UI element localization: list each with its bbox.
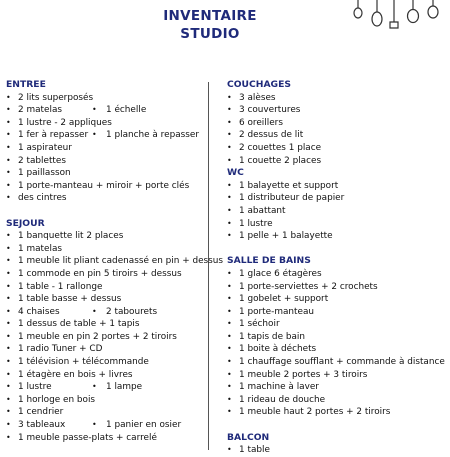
list-item bbox=[6, 142, 206, 155]
list-item bbox=[6, 432, 206, 445]
list-item bbox=[227, 444, 447, 457]
list-item bbox=[227, 155, 447, 168]
item-text: des cintres bbox=[18, 193, 67, 204]
list-item bbox=[6, 104, 206, 117]
bullet-icon: • bbox=[6, 331, 11, 341]
item-text: 1 aspirateur bbox=[18, 142, 72, 153]
list-item bbox=[227, 104, 447, 117]
list-item bbox=[6, 293, 206, 306]
bullet-icon: • bbox=[6, 142, 11, 152]
item-text: 1 abattant bbox=[239, 205, 286, 216]
item-text: 1 étagère en bois + livres bbox=[18, 369, 133, 380]
bullet-icon: • bbox=[227, 231, 232, 241]
document-title: INVENTAIRE bbox=[163, 8, 257, 24]
list-item bbox=[227, 318, 447, 331]
bullet-icon: • bbox=[6, 382, 11, 392]
list-item bbox=[227, 129, 447, 142]
bullet-icon: • bbox=[6, 357, 11, 367]
item-second-text bbox=[92, 381, 143, 394]
list-item bbox=[6, 369, 206, 382]
item-text: 1 paillasson bbox=[18, 168, 71, 179]
section-heading: SALLE DE BAINS bbox=[227, 255, 311, 267]
bullet-icon: • bbox=[227, 180, 232, 190]
list-item bbox=[6, 192, 206, 205]
bullet-icon: • bbox=[92, 105, 97, 115]
item-text: 1 balayette et support bbox=[239, 180, 339, 191]
section-gap bbox=[6, 205, 206, 218]
list-item bbox=[227, 205, 447, 218]
bullet-icon: • bbox=[227, 130, 232, 140]
list-item bbox=[227, 192, 447, 205]
bullet-icon: • bbox=[6, 243, 11, 253]
item-text: 1 machine à laver bbox=[239, 382, 319, 393]
list-item bbox=[6, 92, 206, 105]
item-text: 1 couette 2 places bbox=[239, 155, 322, 166]
item-second-label: 1 lampe bbox=[106, 382, 143, 393]
bullet-icon: • bbox=[227, 294, 232, 304]
bullet-icon: • bbox=[6, 92, 11, 102]
item-text: 1 glace 6 étagères bbox=[239, 268, 322, 279]
bullet-icon: • bbox=[227, 105, 232, 115]
item-text: 1 rideau de douche bbox=[239, 394, 326, 405]
list-item bbox=[227, 369, 447, 382]
bullet-icon: • bbox=[227, 306, 232, 316]
bullet-icon: • bbox=[6, 319, 11, 329]
list-item bbox=[6, 406, 206, 419]
bullet-icon: • bbox=[227, 268, 232, 278]
item-second-text bbox=[92, 129, 200, 142]
bullet-icon: • bbox=[6, 281, 11, 291]
item-text: 2 lits superposés bbox=[18, 92, 94, 103]
list-item bbox=[6, 255, 224, 268]
list-item bbox=[227, 293, 447, 306]
list-item bbox=[227, 406, 447, 419]
item-text: 1 cendrier bbox=[18, 407, 64, 418]
bullet-icon: • bbox=[227, 357, 232, 367]
item-second-text bbox=[92, 306, 158, 319]
list-item bbox=[6, 381, 206, 394]
item-text: 1 fer à repasser bbox=[18, 130, 89, 141]
bullet-icon: • bbox=[227, 92, 232, 102]
list-item bbox=[227, 394, 447, 407]
bullet-icon: • bbox=[227, 218, 232, 228]
item-text: 1 pelle + 1 balayette bbox=[239, 231, 333, 242]
section-heading: SEJOUR bbox=[6, 217, 45, 229]
item-text: 1 séchoir bbox=[239, 319, 280, 330]
list-item bbox=[227, 281, 447, 294]
list-item bbox=[6, 318, 206, 331]
list-item bbox=[6, 419, 206, 432]
item-text: 1 table bbox=[239, 445, 270, 456]
item-text: 1 horloge en bois bbox=[18, 394, 96, 405]
list-item bbox=[227, 331, 447, 344]
item-second-label: 2 tabourets bbox=[106, 306, 158, 317]
item-second-text bbox=[92, 419, 182, 432]
item-text: 3 tableaux bbox=[18, 420, 66, 431]
bullet-icon: • bbox=[227, 331, 232, 341]
bullet-icon: • bbox=[6, 130, 11, 140]
list-item bbox=[6, 394, 206, 407]
list-item bbox=[227, 117, 447, 130]
item-text: 2 couettes 1 place bbox=[239, 142, 322, 153]
section-gap bbox=[227, 243, 447, 256]
item-text: 2 tablettes bbox=[18, 155, 66, 166]
section-gap bbox=[227, 419, 447, 432]
item-text: 3 alèses bbox=[239, 92, 276, 103]
item-text: 1 lustre - 2 appliques bbox=[18, 117, 112, 128]
item-text: 6 oreillers bbox=[239, 117, 283, 128]
item-text: 1 télévision + télécommande bbox=[18, 357, 149, 368]
list-item bbox=[6, 117, 206, 130]
section-heading: BALCON bbox=[227, 431, 270, 443]
list-item bbox=[6, 331, 206, 344]
list-item bbox=[227, 343, 447, 356]
item-text: 2 matelas bbox=[18, 105, 63, 116]
bullet-icon: • bbox=[227, 382, 232, 392]
bullet-icon: • bbox=[6, 180, 11, 190]
item-text: 1 lustre bbox=[239, 218, 273, 229]
item-text: 1 table - 1 rallonge bbox=[18, 281, 103, 292]
list-item bbox=[6, 155, 206, 168]
bullet-icon: • bbox=[92, 306, 97, 316]
kitchen-utensils-icon bbox=[350, 0, 446, 34]
list-item bbox=[227, 180, 447, 193]
list-item bbox=[6, 230, 206, 243]
bullet-icon: • bbox=[227, 445, 232, 455]
bullet-icon: • bbox=[6, 155, 11, 165]
item-second-label: 1 panier en osier bbox=[106, 420, 182, 431]
item-text: 1 dessus de table + 1 tapis bbox=[18, 319, 140, 330]
item-text: 1 meuble lit pliant cadenassé en pin + dessus bbox=[18, 256, 224, 267]
item-text: 1 gobelet + support bbox=[239, 294, 329, 305]
bullet-icon: • bbox=[92, 382, 97, 392]
list-item bbox=[227, 218, 447, 231]
item-text: 1 porte-serviettes + 2 crochets bbox=[239, 281, 378, 292]
bullet-icon: • bbox=[92, 420, 97, 430]
bullet-icon: • bbox=[6, 306, 11, 316]
bullet-icon: • bbox=[6, 294, 11, 304]
bullet-icon: • bbox=[6, 256, 11, 266]
item-text: 1 table basse + dessus bbox=[18, 294, 122, 305]
list-item bbox=[6, 243, 206, 256]
item-text: 1 meuble 2 portes + 3 tiroirs bbox=[239, 369, 368, 380]
list-item bbox=[227, 306, 447, 319]
list-item bbox=[6, 281, 206, 294]
item-text: 1 commode en pin 5 tiroirs + dessus bbox=[18, 268, 182, 279]
item-text: 1 meuble haut 2 portes + 2 tiroirs bbox=[239, 407, 391, 418]
list-item bbox=[227, 142, 447, 155]
item-text: 3 couvertures bbox=[239, 105, 301, 116]
list-item bbox=[227, 92, 447, 105]
bullet-icon: • bbox=[227, 155, 232, 165]
list-item bbox=[6, 180, 206, 193]
item-text: 1 banquette lit 2 places bbox=[18, 231, 124, 242]
item-text: 1 chauffage soufflant + commande à distance bbox=[239, 357, 445, 368]
list-item bbox=[6, 306, 206, 319]
bullet-icon: • bbox=[6, 168, 11, 178]
list-item bbox=[227, 356, 447, 369]
list-item bbox=[6, 356, 206, 369]
item-text: 4 chaises bbox=[18, 306, 60, 317]
right-column bbox=[227, 79, 447, 457]
item-second-label: 1 échelle bbox=[106, 105, 147, 116]
bullet-icon: • bbox=[227, 193, 232, 203]
list-item bbox=[6, 343, 206, 356]
item-text: 1 porte-manteau + miroir + porte clés bbox=[18, 180, 190, 191]
bullet-icon: • bbox=[6, 394, 11, 404]
bullet-icon: • bbox=[227, 407, 232, 417]
bullet-icon: • bbox=[6, 268, 11, 278]
item-text: 1 meuble en pin 2 portes + 2 tiroirs bbox=[18, 331, 177, 342]
bullet-icon: • bbox=[6, 117, 11, 127]
item-second-text bbox=[92, 104, 147, 117]
list-item bbox=[227, 268, 447, 281]
bullet-icon: • bbox=[6, 105, 11, 115]
bullet-icon: • bbox=[6, 369, 11, 379]
item-text: 1 porte-manteau bbox=[239, 306, 315, 317]
section-heading: ENTREE bbox=[6, 79, 46, 90]
bullet-icon: • bbox=[6, 344, 11, 354]
item-text: 2 dessus de lit bbox=[239, 130, 304, 141]
bullet-icon: • bbox=[227, 369, 232, 379]
left-column bbox=[6, 79, 224, 444]
bullet-icon: • bbox=[227, 394, 232, 404]
bullet-icon: • bbox=[6, 407, 11, 417]
bullet-icon: • bbox=[227, 319, 232, 329]
item-text: 1 boite à déchets bbox=[239, 344, 317, 355]
document-subtitle: STUDIO bbox=[180, 26, 240, 42]
list-item bbox=[227, 381, 447, 394]
item-text: 1 radio Tuner + CD bbox=[18, 344, 103, 355]
bullet-icon: • bbox=[6, 193, 11, 203]
section-heading: WC bbox=[227, 167, 244, 179]
item-text: 1 meuble passe-plats + carrelé bbox=[18, 432, 157, 443]
bullet-icon: • bbox=[6, 432, 11, 442]
bullet-icon: • bbox=[227, 344, 232, 354]
bullet-icon: • bbox=[227, 142, 232, 152]
item-text: 1 lustre bbox=[18, 382, 52, 393]
item-text: 1 matelas bbox=[18, 243, 63, 254]
list-item bbox=[6, 129, 206, 142]
section-heading: COUCHAGES bbox=[227, 79, 291, 90]
item-text: 1 distributeur de papier bbox=[239, 193, 345, 204]
list-item bbox=[6, 268, 206, 281]
list-item bbox=[227, 230, 447, 243]
item-second-label: 1 planche à repasser bbox=[106, 130, 200, 141]
bullet-icon: • bbox=[227, 281, 232, 291]
bullet-icon: • bbox=[227, 117, 232, 127]
bullet-icon: • bbox=[6, 231, 11, 241]
item-text: 1 tapis de bain bbox=[239, 331, 306, 342]
bullet-icon: • bbox=[227, 205, 232, 215]
list-item bbox=[6, 167, 206, 180]
bullet-icon: • bbox=[6, 420, 11, 430]
bullet-icon: • bbox=[92, 130, 97, 140]
